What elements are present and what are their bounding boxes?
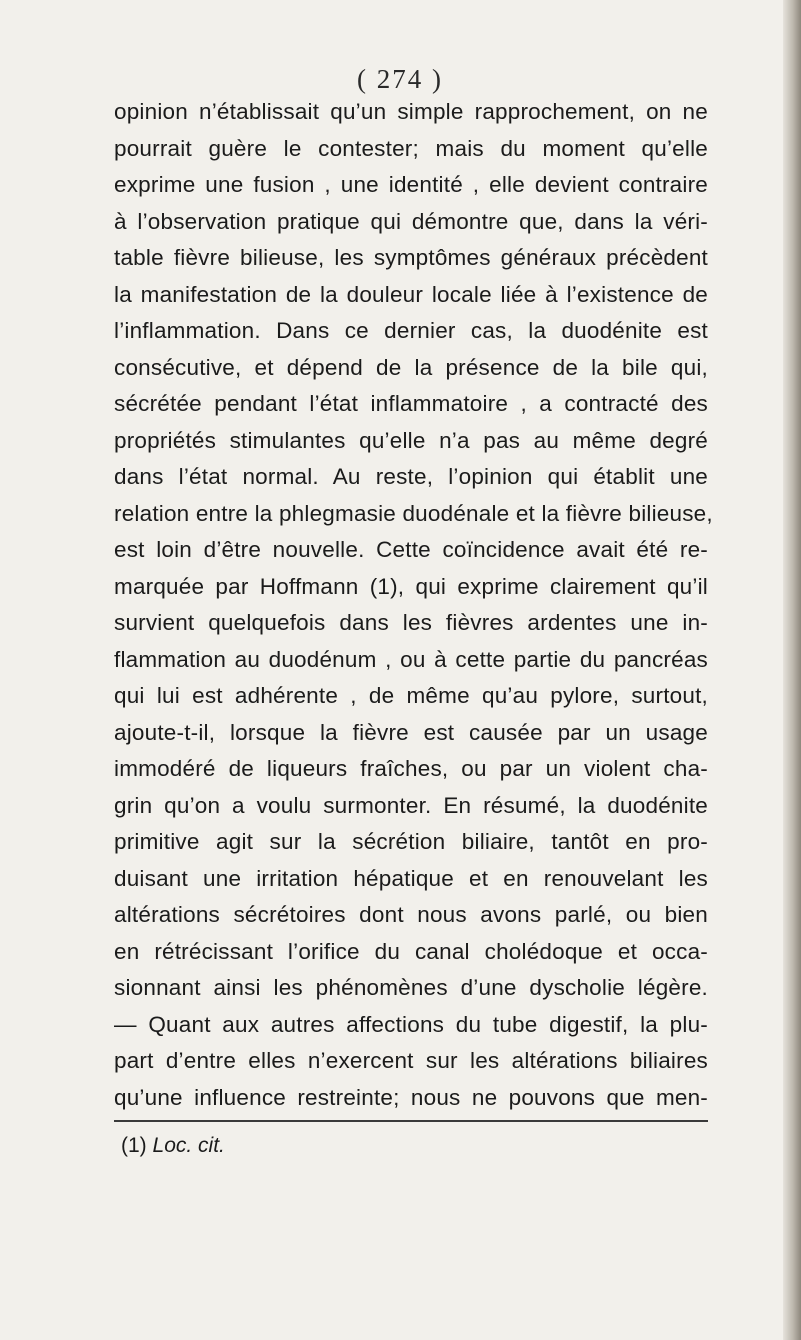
text-line: sécrétée pendant l’état inflammatoire , a contracté des	[114, 391, 708, 416]
text-line: survient quelquefois dans les fièvres ardentes une in-	[114, 610, 708, 635]
footnote-text: Loc. cit.	[152, 1134, 225, 1157]
text-line: propriétés stimulantes qu’elle n’a pas au même degré	[114, 427, 708, 453]
text-line: grin qu’on a voulu surmonter. En résumé, la duodénite	[114, 792, 708, 818]
text-line: l’inflammation. Dans ce dernier cas, la duodénite est	[114, 318, 708, 343]
text-line: immodéré de liqueurs fraîches, ou par un violent cha-	[114, 756, 708, 781]
text-line: duisant une irritation hépatique et en renouvelant les	[114, 865, 708, 891]
text-line: dans l’état normal. Au reste, l’opinion qui établit une	[114, 464, 708, 489]
text-line: en rétrécissant l’orifice du canal cholédoque et occa-	[114, 938, 708, 964]
text-line: consécutive, et dépend de la présence de la bile qui,	[114, 354, 708, 380]
text-line: flammation au duodénum , ou à cette partie du pancréas	[114, 646, 708, 672]
text-line: sionnant ainsi les phénomènes d’une dyscholie légère.	[114, 975, 708, 1000]
text-line: marquée par Hoffmann (1), qui exprime clairement qu’il	[114, 573, 708, 599]
body-text	[114, 94, 713, 1116]
text-line: altérations sécrétoires dont nous avons parlé, ou bien	[114, 902, 708, 927]
text-line: à l’observation pratique qui démontre que, dans la véri-	[114, 208, 708, 234]
footnote-marker: (1)	[121, 1134, 147, 1157]
text-line: opinion n’établissait qu’un simple rapprochement, on ne	[114, 99, 708, 124]
text-line: relation entre la phlegmasie duodénale et la fièvre bilieuse,	[114, 500, 713, 526]
footnote-rule	[114, 1120, 708, 1122]
footnote	[121, 1130, 225, 1162]
text-line: la manifestation de la douleur locale liée à l’existence de	[114, 281, 708, 307]
text-line: table fièvre bilieuse, les symptômes généraux précèdent	[114, 245, 708, 270]
text-line: pourrait guère le contester; mais du moment qu’elle	[114, 135, 708, 161]
page-edge-shadow	[783, 0, 801, 1340]
page-number-header: ( 274 )	[357, 64, 443, 94]
text-line: ajoute-t-il, lorsque la fièvre est causée par un usage	[114, 719, 708, 745]
text-line: qui lui est adhérente , de même qu’au pylore, surtout,	[114, 683, 708, 708]
text-line: primitive agit sur la sécrétion biliaire, tantôt en pro-	[114, 829, 708, 854]
text-line: qu’une influence restreinte; nous ne pouvons que men-	[114, 1084, 708, 1110]
text-line: exprime une fusion , une identité , elle devient contraire	[114, 172, 708, 197]
text-line: — Quant aux autres affections du tube digestif, la plu-	[114, 1011, 708, 1037]
text-line: part d’entre elles n’exercent sur les altérations biliaires	[114, 1048, 708, 1073]
text-line: est loin d’être nouvelle. Cette coïncidence avait été re-	[114, 537, 708, 562]
